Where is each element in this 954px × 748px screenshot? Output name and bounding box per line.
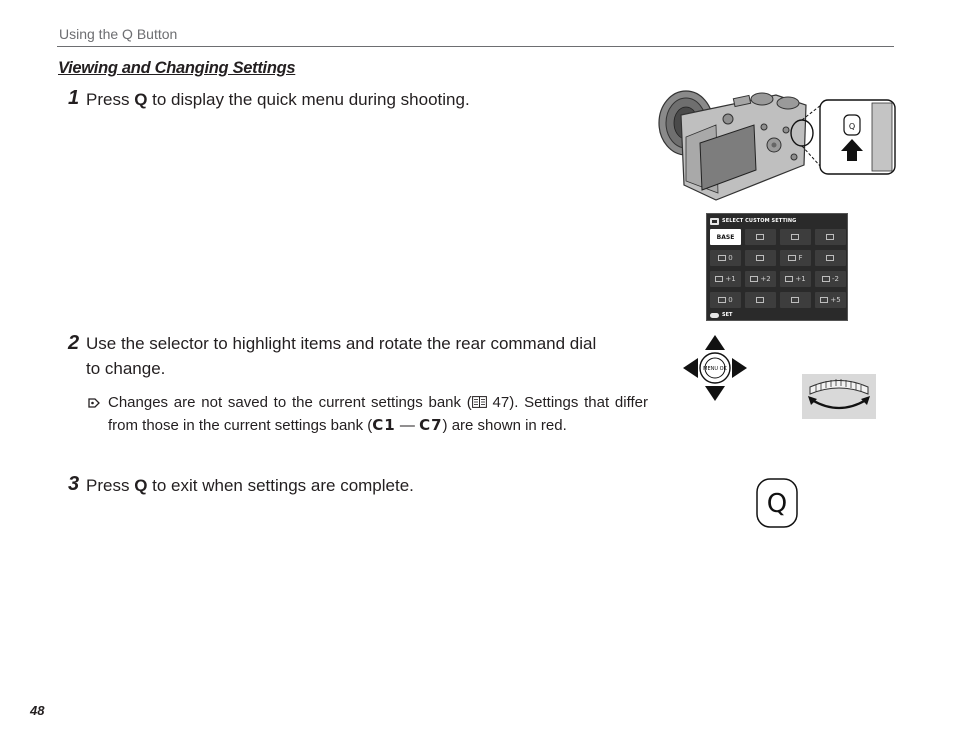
quick-menu-header [710,216,796,226]
step-3-pre: Press [86,476,135,495]
setting-icon [826,234,834,240]
setting-icon [718,297,726,303]
book-icon [472,396,487,408]
setting-icon [756,297,764,303]
note-part-1: Changes are not saved to the current settings bank ( [108,394,472,411]
selector-center-label: MENU OK [703,366,727,372]
step-1-text [86,87,470,112]
quick-menu-item[interactable] [815,292,846,308]
note-icon [88,397,100,409]
quick-menu-item[interactable] [745,292,776,308]
quick-menu-set-label: SET [722,312,733,318]
setting-icon [756,234,764,240]
quick-menu-item-value: +1 [795,275,806,283]
quick-menu-item-value: +1 [725,275,736,283]
setting-icon [785,276,793,282]
q-button-label: Q [848,122,856,131]
step-3-text [86,473,414,498]
custom-bank-first: C1 [372,416,396,434]
quick-menu-item-value: 0 [728,296,733,304]
q-button-large-label: Q [766,489,788,519]
quick-menu-grid [710,229,846,308]
setting-icon [822,276,830,282]
q-key-label: Q [134,476,148,495]
selector-down-arrow-icon [705,386,725,401]
quick-menu-item[interactable] [745,250,776,266]
selector-right-arrow-icon [732,358,747,378]
quick-menu-item[interactable] [780,292,811,308]
quick-menu-item[interactable] [745,229,776,245]
selector-up-arrow-icon [705,335,725,350]
q-key-label: Q [134,90,148,109]
quick-menu-title: SELECT CUSTOM SETTING [722,218,797,224]
step-2-text [86,331,656,381]
setting-icon [715,276,723,282]
q-button-illustration [756,478,798,528]
quick-menu-item[interactable] [780,271,811,287]
step-1-pre: Press [86,90,135,109]
custom-setting-icon [710,218,719,225]
quick-menu-footer [710,312,732,318]
quick-menu-item[interactable] [815,229,846,245]
note-part-3: ) are shown in red. [442,417,567,434]
selector-icon [710,313,719,318]
setting-icon [820,297,828,303]
setting-icon [791,234,799,240]
step-3-number: 3 [68,473,79,495]
custom-bank-last: C7 [419,416,443,434]
step-2-number: 2 [68,332,79,354]
step-1-number: 1 [68,87,79,109]
quick-menu-item[interactable] [745,271,776,287]
setting-icon [826,255,834,261]
note-text [108,391,648,437]
quick-menu-item-value: +2 [760,275,771,283]
selector-illustration [681,333,749,403]
quick-menu-item-value: BASE [716,233,735,241]
quick-menu-item[interactable] [815,250,846,266]
quick-menu-item-value: 0 [728,254,733,262]
setting-icon [718,255,726,261]
running-head: Using the Q Button [59,26,178,42]
quick-menu-item[interactable] [780,229,811,245]
setting-icon [788,255,796,261]
quick-menu-item-value: F [798,254,803,262]
quick-menu-item[interactable] [815,271,846,287]
note-part-2: 47). Settings that differ from those in the current settings bank ( [108,394,648,434]
selector-left-arrow-icon [683,358,698,378]
quick-menu-item-value: +5 [830,296,841,304]
quick-menu-item-selected[interactable] [710,229,741,245]
step-2-line-1: Use the selector to highlight items and rotate the rear command dial [86,334,597,353]
quick-menu-item[interactable] [710,250,741,266]
step-1-post: to display the quick menu during shooting. [147,90,470,109]
quick-menu-item-value: -2 [832,275,839,283]
quick-menu-screen [706,213,848,321]
header-rule [57,46,894,47]
camera-illustration [656,85,898,205]
step-3-post: to exit when settings are complete. [147,476,414,495]
setting-icon [791,297,799,303]
step-2-line-2: to change. [86,359,166,378]
setting-icon [750,276,758,282]
quick-menu-item[interactable] [710,271,741,287]
quick-menu-item[interactable] [710,292,741,308]
section-title: Viewing and Changing Settings [58,59,296,77]
page-number: 48 [30,703,45,718]
note-dash: — [395,417,420,434]
command-dial-illustration [802,374,876,419]
quick-menu-item[interactable] [780,250,811,266]
setting-icon [756,255,764,261]
